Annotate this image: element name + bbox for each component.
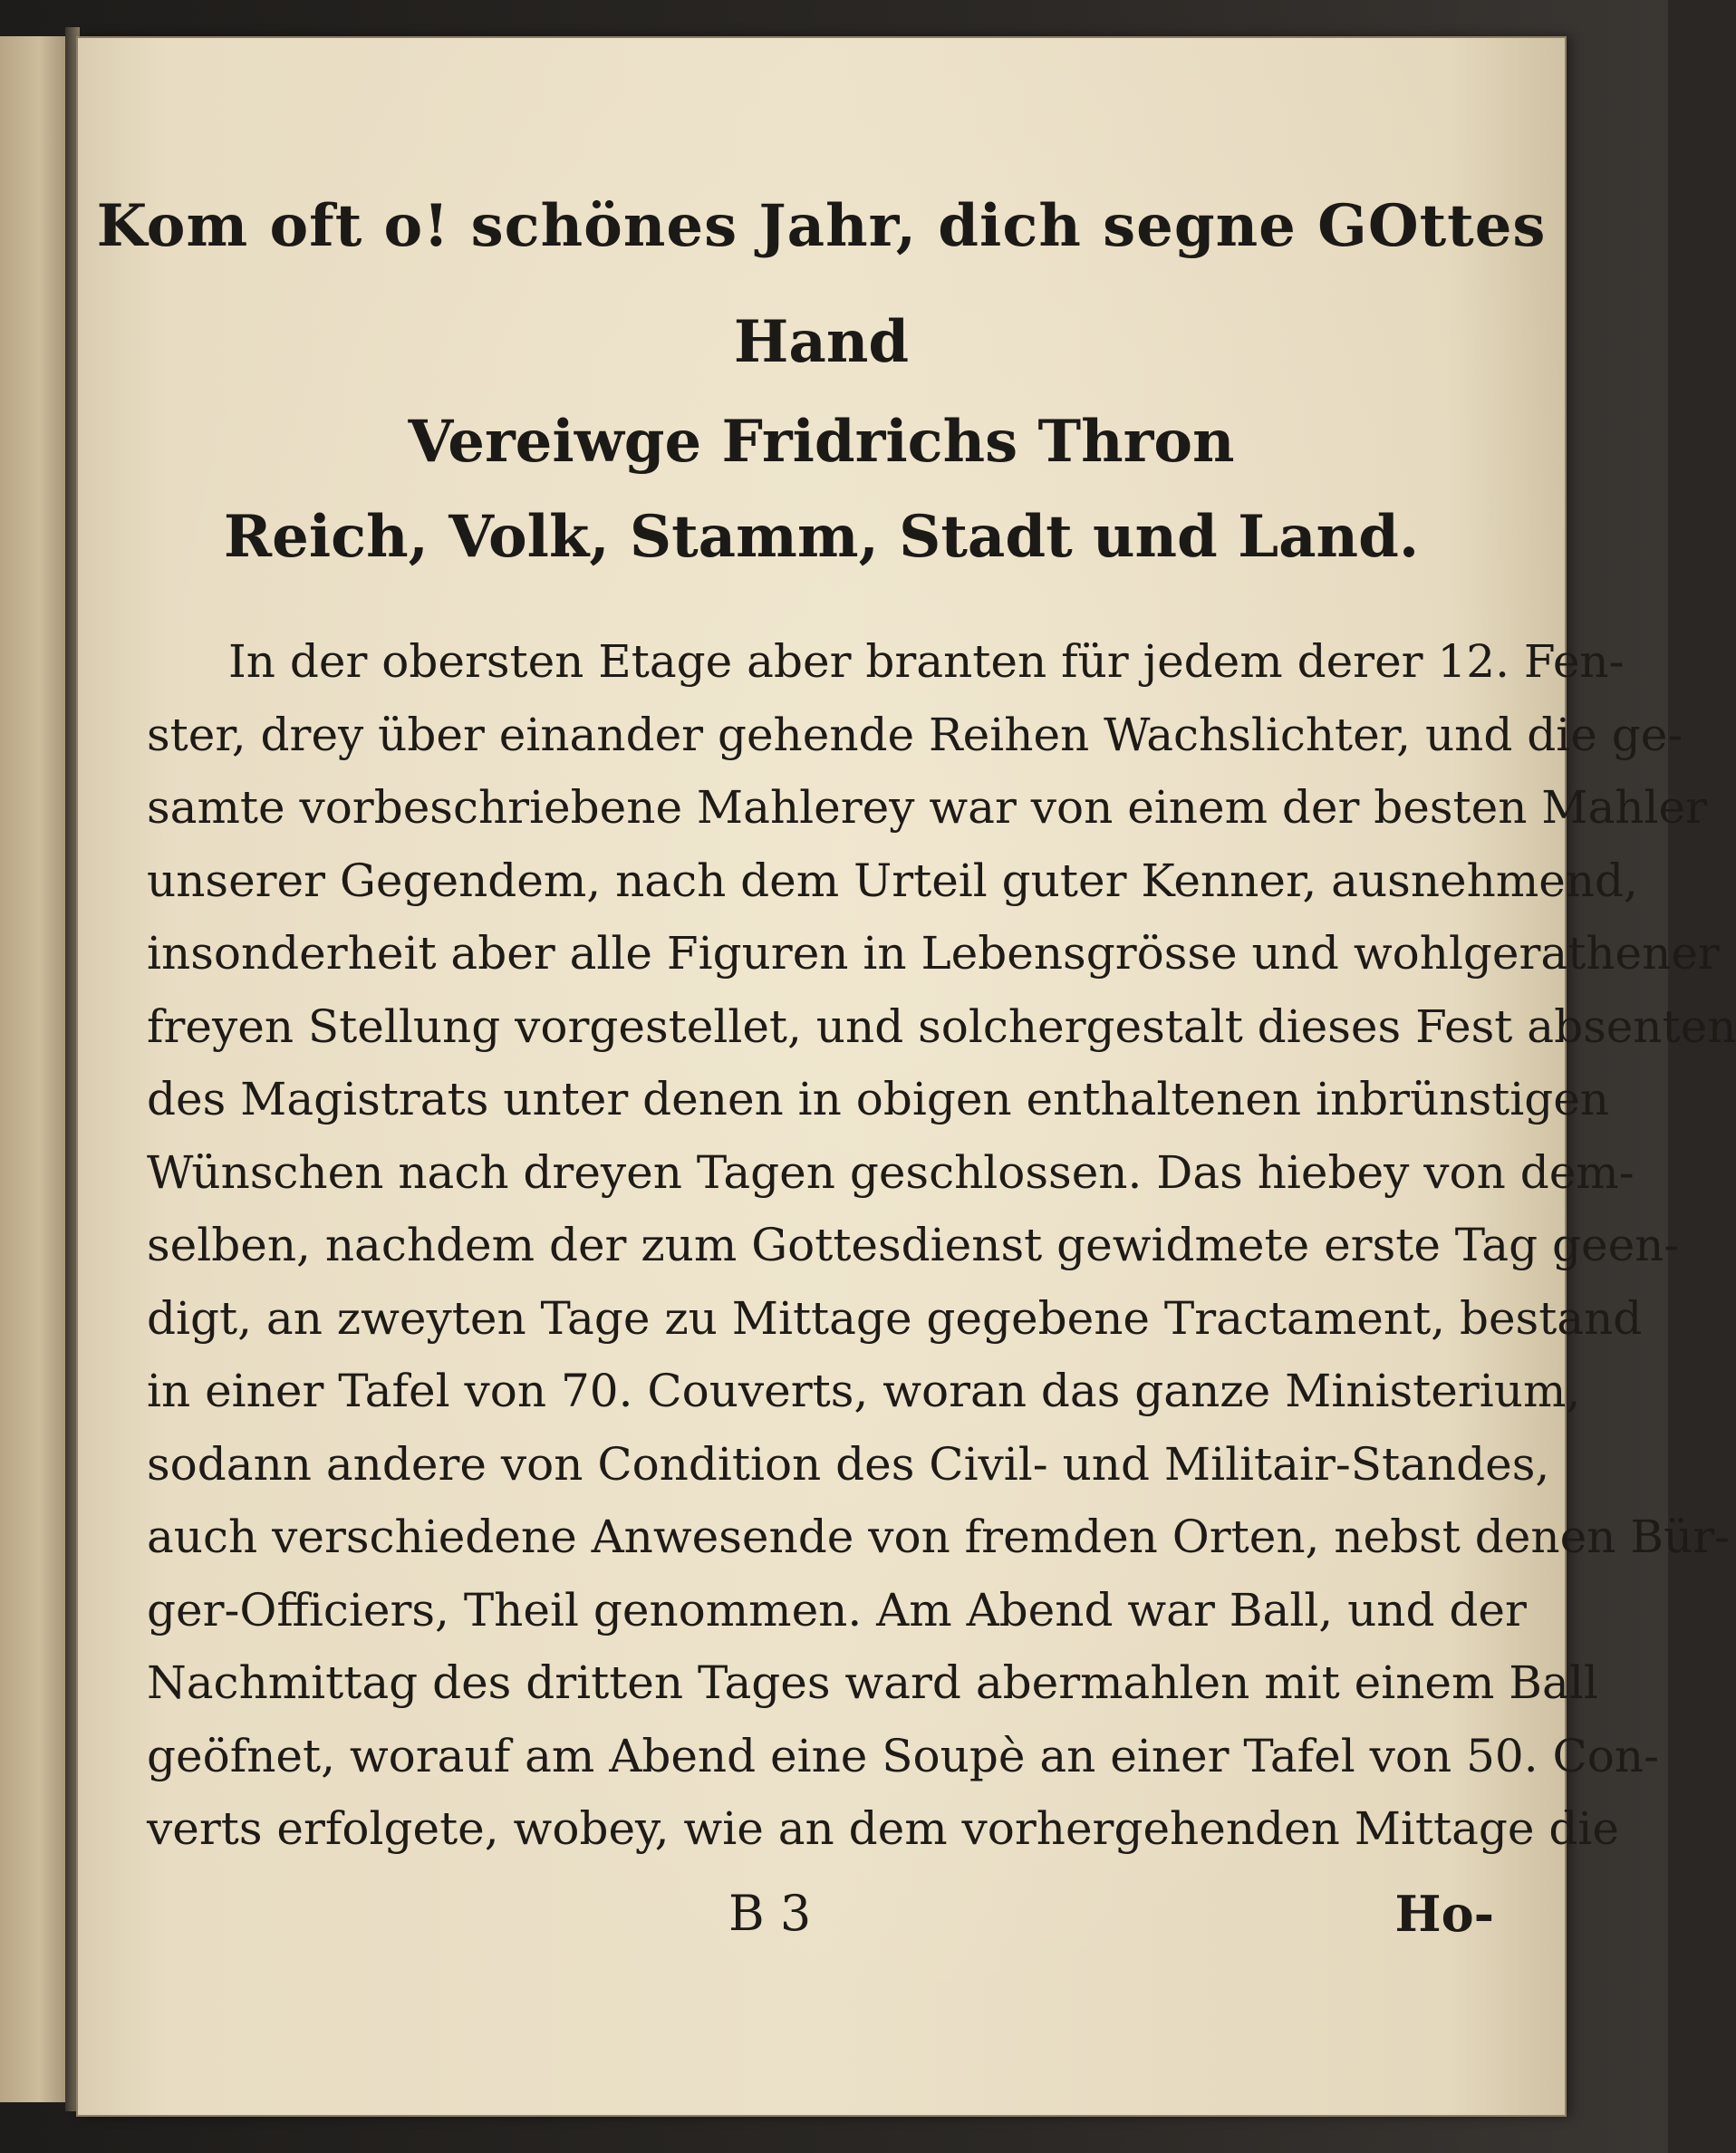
text-line: verts erfolgete, wobey, wie an dem vorhergehenden Mittage die	[147, 1802, 1619, 1855]
text-line: freyen Stellung vorgestellet, und solchergestalt dieses Fest absenten	[147, 999, 1736, 1053]
text-line: insonderheit aber alle Figuren in Lebensgrösse und wohlgerathener	[147, 927, 1720, 980]
text-line: ster, drey über einander gehende Reihen Wachslichter, und die ge-	[147, 708, 1683, 761]
text-line: geöfnet, worauf am Abend eine Soupè an einer Tafel von 50. Con-	[147, 1729, 1659, 1782]
text-line: auch verschiedene Anwesende von fremden Orten, nebst denen Bür-	[147, 1511, 1730, 1563]
text-line: Nachmittag des dritten Tages ward abermahlen mit einem Ball	[147, 1656, 1598, 1709]
text-line: In der obersten Etage aber branten für jedem derer 12. Fen-	[228, 635, 1625, 688]
text-line: selben, nachdem der zum Gottesdienst gewidmete erste Tag geen-	[147, 1219, 1680, 1271]
signature-mark: B 3	[728, 1885, 812, 1942]
facing-page-edge	[0, 36, 67, 2102]
text-line: digt, an zweyten Tage zu Mittage gegebene Tractament, bestand	[147, 1291, 1643, 1345]
text-line: sodann andere von Condition des Civil- und Militair-Standes,	[147, 1437, 1550, 1491]
verse-line-4: Reich, Volk, Stamm, Stadt und Land.	[223, 503, 1420, 571]
text-line: Wünschen nach dreyen Tagen geschlossen. Das hiebey von dem-	[147, 1145, 1635, 1199]
verse-line-2: Hand	[733, 308, 910, 376]
catchword: Ho-	[1394, 1885, 1494, 1943]
text-line: samte vorbeschriebene Mahlerey war von einem der besten Mahler	[147, 781, 1707, 834]
verse-line-3: Vereiwge Fridrichs Thron	[408, 408, 1235, 476]
text-line: unserer Gegendem, nach dem Urteil guter Kenner, ausnehmend,	[147, 854, 1638, 907]
page-footer	[76, 1885, 1567, 1957]
body-paragraph	[147, 625, 1736, 1866]
text-line: ger-Officiers, Theil genommen. Am Abend war Ball, und der	[147, 1583, 1527, 1636]
text-line: in einer Tafel von 70. Couverts, woran das ganze Ministerium,	[147, 1365, 1581, 1417]
verse-line-1: Kom oft o! schönes Jahr, dich segne GOttes	[96, 192, 1547, 260]
book-page	[76, 36, 1736, 2117]
text-line: des Magistrats unter denen in obigen enthaltenen inbrünstigen	[147, 1073, 1610, 1125]
